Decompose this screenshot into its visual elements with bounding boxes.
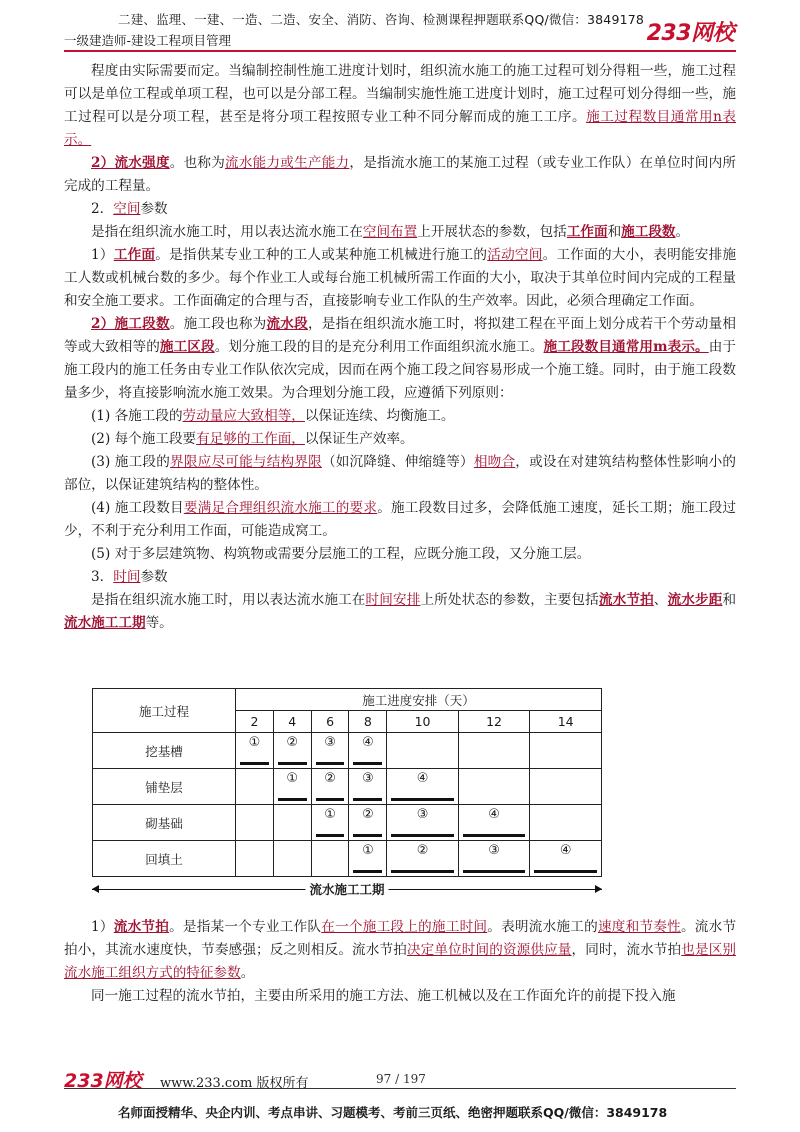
schedule-cell	[458, 733, 529, 769]
span-header: 施工进度安排（天）	[236, 689, 602, 711]
segment-number: ①	[324, 807, 336, 822]
schedule-cell	[273, 841, 311, 877]
segment-number: ①	[248, 735, 261, 750]
header-subtitle: 一级建造师-建设工程项目管理	[64, 33, 232, 48]
schedule-cell	[311, 841, 349, 877]
day-header: 14	[530, 711, 602, 733]
section-heading: 3．时间参数	[91, 569, 168, 585]
segment-number: ②	[362, 807, 374, 822]
table-row	[93, 841, 602, 877]
progress-bar	[316, 798, 345, 801]
segment-number: ④	[559, 843, 572, 858]
schedule-cell	[349, 733, 387, 769]
segment-number: ①	[286, 771, 299, 786]
period-label: 流水施工工期	[305, 880, 388, 898]
schedule-cell	[530, 841, 602, 877]
segment-number: ①	[362, 843, 374, 858]
rule-item: (1) 各施工段的劳动量应大致相等，以保证连续、均衡施工。	[91, 408, 455, 424]
schedule-cell	[236, 805, 274, 841]
table-row	[93, 769, 602, 805]
day-header: 4	[273, 711, 311, 733]
process-name: 回填土	[93, 841, 236, 877]
progress-bar	[316, 834, 345, 837]
rule-item: (4) 施工段数目要满足合理组织流水施工的要求。施工段数目过多，会降低施工速度，延长工期；施工段过少，不利于充分利用工作面，可能造成窝工。	[64, 500, 737, 539]
paragraph: 同一施工过程的流水节拍，主要由所采用的施工方法、施工机械以及在工作面允许的前提下投入施	[91, 988, 676, 1004]
schedule-cell	[236, 841, 274, 877]
rule-item: (5) 对于多层建筑物、构筑物或需要分层施工的工程，应既分施工段，又分施工层。	[91, 546, 591, 562]
progress-bar	[353, 798, 382, 801]
footer-logo[interactable]: 233网校	[64, 1070, 142, 1092]
schedule-cell	[349, 769, 387, 805]
page-number: 97 / 197	[376, 1072, 426, 1086]
progress-bar	[316, 762, 345, 765]
segment-number: ②	[416, 843, 429, 858]
logo[interactable]: 233网校	[646, 21, 734, 46]
progress-bar	[391, 834, 453, 837]
arrow-right-icon	[595, 885, 602, 893]
paragraph: 2）流水强度。也称为流水能力或生产能力，是指流水施工的某施工过程（或专业工作队）在单位时间内所完成的工程量。	[64, 155, 736, 194]
arrow-left-icon	[92, 885, 99, 893]
footer-site-link[interactable]: www.233.com 版权所有	[160, 1076, 309, 1091]
main-content	[64, 60, 736, 635]
schedule-cell	[458, 769, 529, 805]
schedule-cell	[387, 769, 458, 805]
segment-number: ④	[416, 771, 429, 786]
schedule-cell	[349, 841, 387, 877]
schedule-cell	[530, 733, 602, 769]
progress-bar	[534, 870, 597, 873]
header-top-line: 二建、监理、一建、一造、二造、安全、消防、咨询、检测课程押题联系QQ/微信：3849178	[118, 12, 645, 27]
segment-number: ②	[324, 771, 336, 786]
process-name: 挖基槽	[93, 733, 236, 769]
header-divider	[64, 50, 736, 52]
process-name: 砌基础	[93, 805, 236, 841]
day-header: 6	[311, 711, 349, 733]
rule-item: (3) 施工段的界限应尽可能与结构界限（如沉降缝、伸缩缝等）相吻合，或设在对建筑结构整体性影响小的部位，以保证建筑结构的整体性。	[64, 454, 737, 493]
progress-bar	[240, 762, 269, 765]
segment-number: ②	[286, 735, 299, 750]
schedule-cell	[458, 805, 529, 841]
schedule-cell	[349, 805, 387, 841]
footer-bottom-line: 名师面授精华、央企内训、考点串讲、习题模考、考前三页纸、绝密押题联系QQ/微信：3849178	[118, 1105, 668, 1120]
table-row	[93, 805, 602, 841]
schedule-cell	[311, 733, 349, 769]
progress-bar	[353, 834, 382, 837]
schedule-cell	[236, 769, 274, 805]
period-indicator	[92, 882, 602, 896]
segment-number: ③	[362, 771, 374, 786]
progress-bar	[278, 762, 307, 765]
paragraph: 程度由实际需要而定。当编制控制性施工进度计划时，组织流水施工的施工过程可划分得粗一些，施工过程可以是单位工程或单项工程，也可以是分部工程。当编制实施性施工进度计划时，施工过程可划分得细一些，施工过程可以是分项工程，甚至是将分项工程按照专业工种不同分解而成的施工工序。施工过程数目通常用n表示。	[64, 63, 736, 148]
segment-number: ④	[362, 735, 374, 750]
schedule-cell	[530, 805, 602, 841]
progress-bar	[353, 870, 382, 873]
day-header: 2	[236, 711, 274, 733]
day-header: 8	[349, 711, 387, 733]
schedule-table-wrap	[92, 688, 602, 878]
schedule-cell	[273, 805, 311, 841]
schedule-cell	[530, 769, 602, 805]
schedule-cell	[458, 841, 529, 877]
progress-bar	[463, 834, 525, 837]
progress-bar	[391, 798, 453, 801]
section-heading: 2．空间参数	[91, 201, 168, 217]
schedule-cell	[311, 805, 349, 841]
process-name: 铺垫层	[93, 769, 236, 805]
footer-divider	[64, 1088, 736, 1089]
rule-item: (2) 每个施工段要有足够的工作面，以保证生产效率。	[91, 431, 414, 447]
day-header: 12	[458, 711, 529, 733]
col-header-process: 施工过程	[93, 689, 236, 733]
paragraph: 是指在组织流水施工时，用以表达流水施工在空间布置上开展状态的参数，包括工作面和施工段数。	[91, 224, 690, 240]
table-row	[93, 733, 602, 769]
progress-bar	[278, 798, 307, 801]
schedule-cell	[311, 769, 349, 805]
paragraph: 1）流水节拍。是指某一个专业工作队在一个施工段上的施工时间。表明流水施工的速度和节奏性。流水节拍小，其流水速度快，节奏感强；反之则相反。流水节拍决定单位时间的资源供应量，同时，流水节拍也是区别流水施工组织方式的特征参数。	[64, 919, 737, 981]
segment-number: ③	[488, 843, 500, 858]
schedule-cell	[273, 769, 311, 805]
schedule-cell	[387, 805, 458, 841]
schedule-cell	[387, 841, 458, 877]
segment-number: ③	[416, 807, 429, 822]
schedule-cell	[387, 733, 458, 769]
progress-bar	[463, 870, 525, 873]
progress-bar	[391, 870, 453, 873]
main-content-continued	[64, 916, 736, 1008]
paragraph: 2）施工段数。施工段也称为流水段，是指在组织流水施工时，将拟建工程在平面上划分成若干个劳动量相等或大致相等的施工区段。划分施工段的目的是充分利用工作面组织流水施工。施工段数目通常用m表示。由于施工段内的施工任务由专业工作队依次完成，因而在两个施工段之间容易形成一个施工缝。同时，由于施工段数量多少，将直接影响流水施工效果。为合理划分施工段，应遵循下列原则：	[64, 316, 737, 401]
schedule-cell	[236, 733, 274, 769]
schedule-table	[92, 688, 602, 877]
segment-number: ④	[488, 807, 500, 822]
progress-bar	[353, 762, 382, 765]
schedule-cell	[273, 733, 311, 769]
paragraph: 1）工作面。是指供某专业工种的工人或某种施工机械进行施工的活动空间。工作面的大小，表明能安排施工人数或机械台数的多少。每个作业工人或每台施工机械所需工作面的大小，取决于其单位时间内完成的工程量和安全施工要求。工作面确定的合理与否，直接影响专业工作队的生产效率。因此，必须合理确定工作面。	[64, 247, 737, 309]
segment-number: ③	[324, 735, 336, 750]
paragraph: 是指在组织流水施工时，用以表达流水施工在时间安排上所处状态的参数，主要包括流水节拍、流水步距和流水施工工期等。	[64, 592, 737, 631]
day-header: 10	[387, 711, 458, 733]
